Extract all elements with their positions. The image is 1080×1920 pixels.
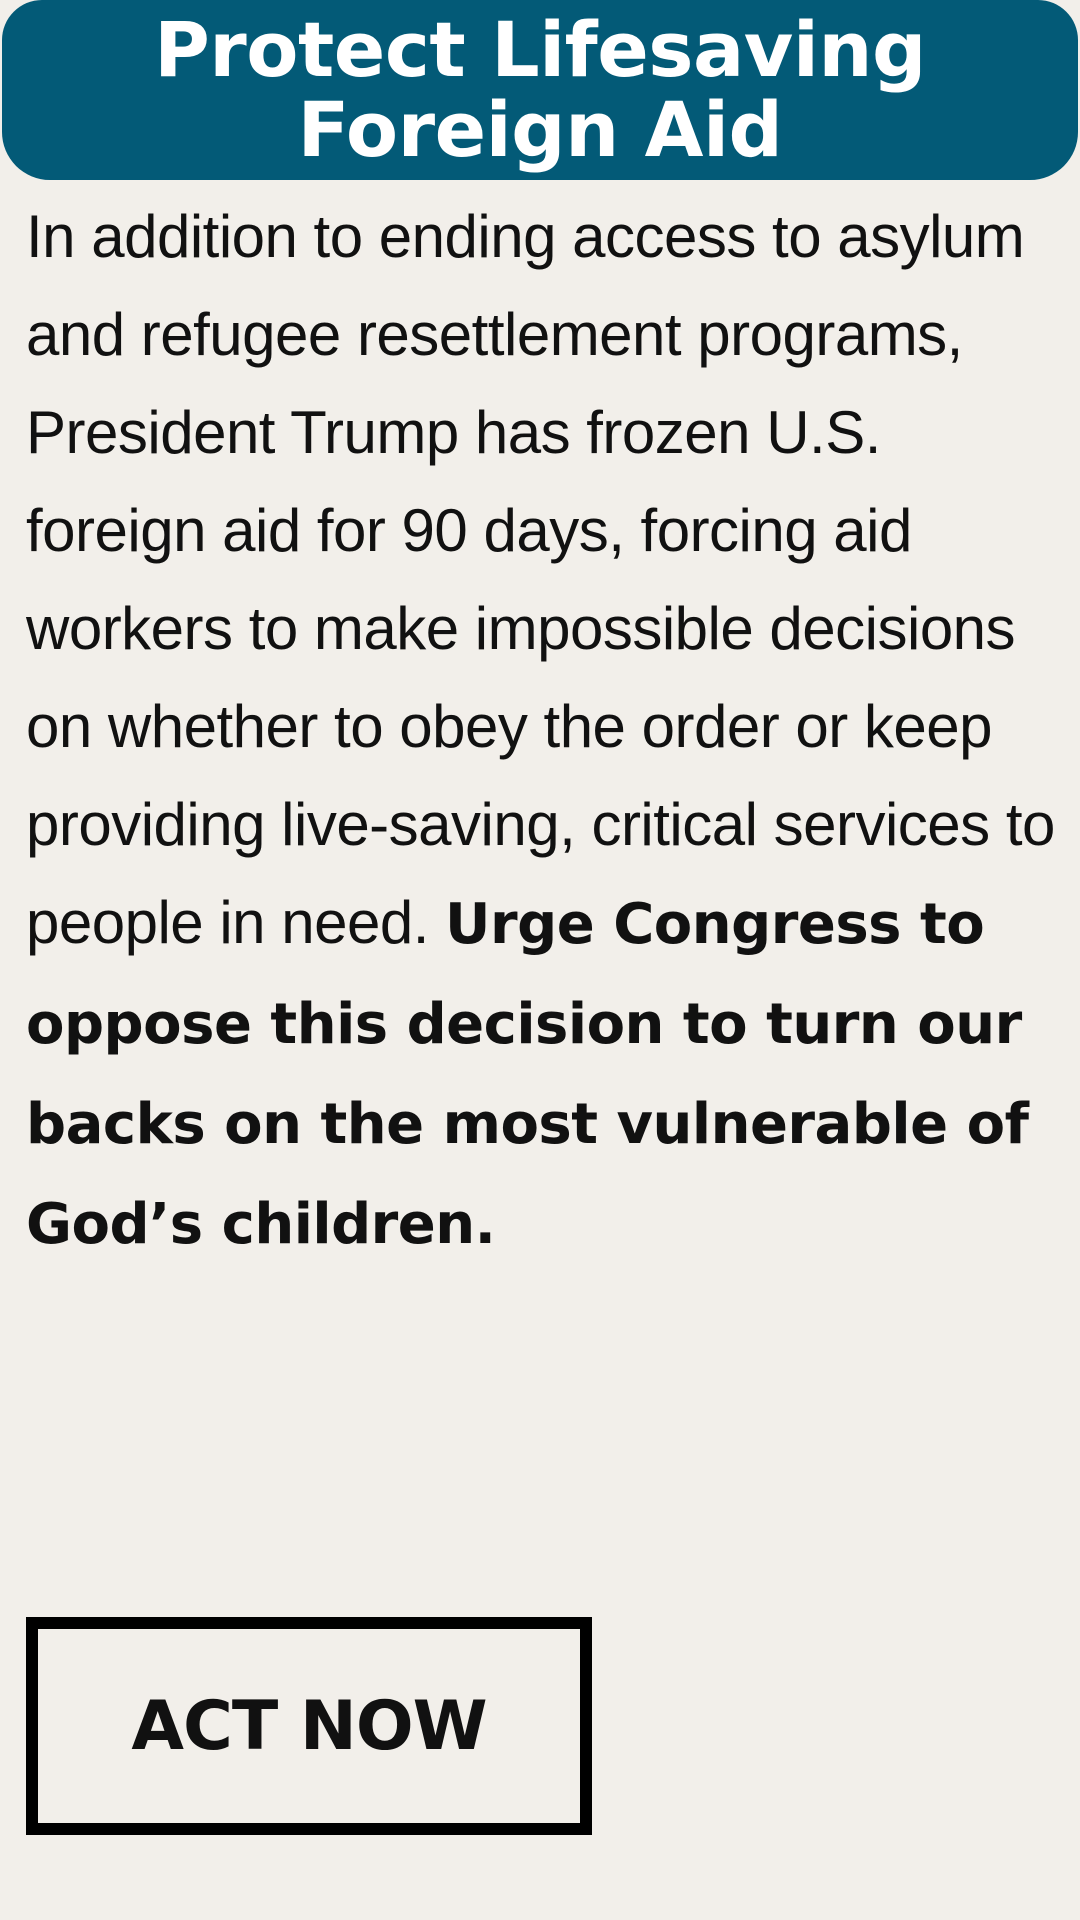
act-now-label: ACT NOW: [131, 1686, 487, 1766]
call-to-action-text: Urge Congress to oppose this decision to turn our backs on the most vulnerable of God’s children.: [26, 892, 1029, 1257]
act-now-button[interactable]: [26, 1617, 592, 1835]
title-line-2: Foreign Aid: [297, 85, 783, 174]
page-title: [154, 5, 926, 174]
title-banner: [2, 0, 1078, 180]
title-line-1: Protect Lifesaving: [154, 5, 926, 94]
body-text: In addition to ending access to asylum and refugee resettlement programs, President Trump has frozen U.S. foreign aid for 90 days, forcing aid workers to make impossible decisions on whether to obey the order or keep providing live-saving, critical services to people in need.: [26, 203, 1055, 956]
body-paragraph: [26, 188, 1066, 1274]
